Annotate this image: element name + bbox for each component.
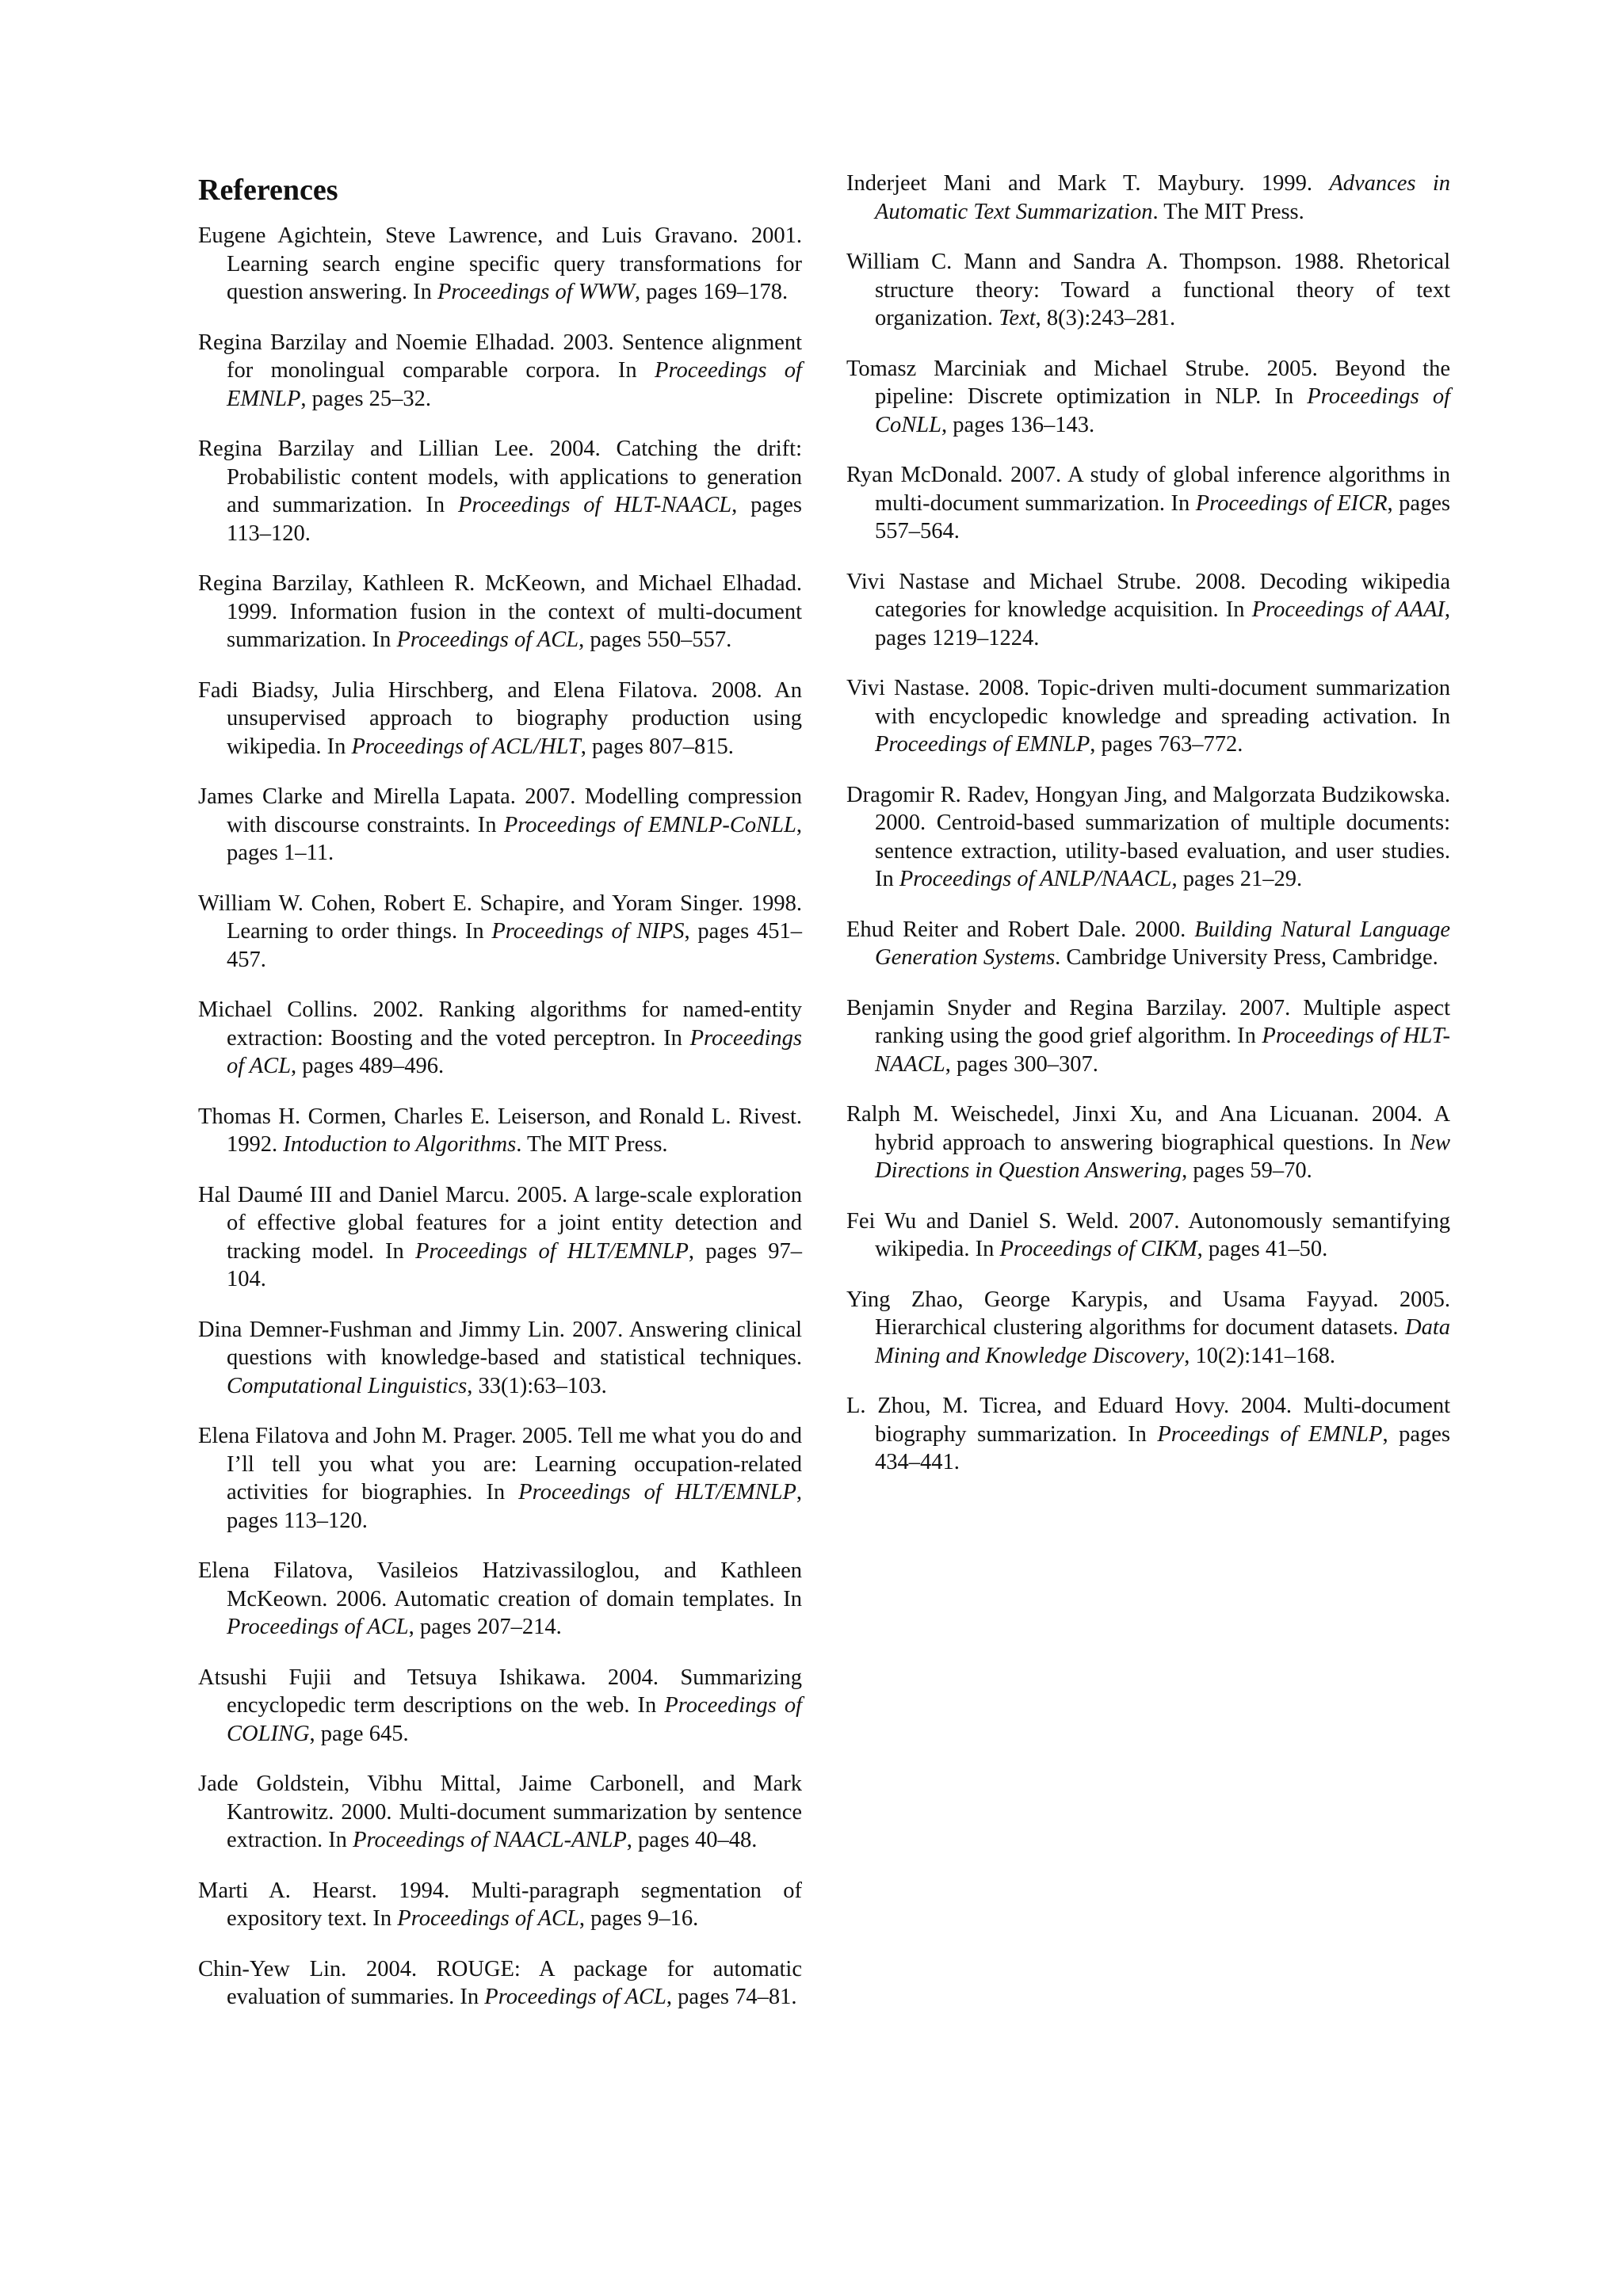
reference-text: Michael Collins. 2002. Ranking algorithms for named-entity extraction: Boosting and the voted perceptron. In [198,997,802,1051]
reference-text: William W. Cohen, Robert E. Schapire, and Yoram Singer. 1998. Learning to order things. In [198,891,802,944]
reference-venue: Intoduction to Algorithms [283,1132,517,1157]
reference-entry [198,435,802,547]
reference-text: Eugene Agichtein, Steve Lawrence, and Luis Gravano. 2001. Learning search engine specific query transformations for question answering. In [198,223,802,304]
reference-venue: Proceedings of HLT/EMNLP [518,1480,796,1505]
reference-pages: . The MIT Press. [516,1132,668,1157]
reference-entry [198,783,802,868]
reference-entry [198,1103,802,1159]
reference-pages: , pages 489–496. [291,1054,445,1078]
reference-text: James Clarke and Mirella Lapata. 2007. Modelling compression with discourse constraints. In [198,784,802,837]
reference-venue: Proceedings of EMNLP [875,732,1090,757]
reference-pages: , pages 40–48. [626,1828,758,1852]
reference-entry [198,1422,802,1535]
reference-venue: Proceedings of COLING [227,1693,802,1746]
reference-list-right [846,170,1450,1477]
reference-pages: , pages 169–178. [635,280,789,304]
reference-text: Elena Filatova and John M. Prager. 2005. Tell me what you do and I’ll tell you what you are: Learning occupation-related activities for biographies. In [198,1424,802,1505]
reference-pages: , pages 113–120. [227,493,802,546]
reference-pages: , pages 1219–1224. [875,597,1450,650]
reference-entry [198,1316,802,1401]
reference-pages: , pages 9–16. [579,1906,699,1931]
reference-entry [198,1770,802,1855]
reference-text: Jade Goldstein, Vibhu Mittal, Jaime Carbonell, and Mark Kantrowitz. 2000. Multi-document summarization by sentence extraction. In [198,1772,802,1852]
reference-entry [198,996,802,1081]
reference-text: Atsushi Fujii and Tetsuya Ishikawa. 2004. Summarizing encyclopedic term descriptions on the web. In [198,1665,802,1718]
reference-text: William C. Mann and Sandra A. Thompson. 1988. Rhetorical structure theory: Toward a functional theory of text organization. [846,250,1450,330]
reference-venue: Text [999,306,1036,330]
reference-venue: Proceedings of ACL [396,627,579,652]
reference-pages: , 8(3):243–281. [1035,306,1176,330]
reference-text: Ralph M. Weischedel, Jinxi Xu, and Ana Licuanan. 2004. A hybrid approach to answering biographical questions. In [846,1102,1450,1155]
reference-entry [846,1207,1450,1264]
reference-text: Hal Daumé III and Daniel Marcu. 2005. A large-scale exploration of effective global features for a joint entity detection and tracking model. In [198,1182,802,1264]
reference-text: Regina Barzilay, Kathleen R. McKeown, and Michael Elhadad. 1999. Information fusion in the context of multi-document summarization. In [198,571,802,652]
reference-text: Ehud Reiter and Robert Dale. 2000. [846,917,1195,942]
reference-venue: Proceedings of ACL [484,1985,666,2009]
reference-entry [846,674,1450,759]
right-column [846,170,1450,1499]
reference-venue: Advances in Automatic Text Summarization [875,171,1450,224]
reference-entry [846,916,1450,972]
reference-entry [846,1286,1450,1371]
reference-entry [198,1181,802,1294]
reference-text: Fei Wu and Daniel S. Weld. 2007. Autonomously semantifying wikipedia. In [846,1208,1450,1261]
reference-venue: Proceedings of ACL [227,1025,802,1078]
reference-venue: Proceedings of HLT-NAACL [875,1024,1450,1077]
reference-venue: Proceedings of HLT/EMNLP [414,1238,689,1264]
references-heading: References [198,174,338,207]
reference-text: Dragomir R. Radev, Hongyan Jing, and Malgorzata Budzikowska. 2000. Centroid-based summarization of multiple documents: sentence extraction, utility-based evaluation, and user studies. In [846,782,1450,891]
reference-venue: Proceedings of ANLP/NAACL [899,867,1172,891]
reference-entry [846,355,1450,440]
reference-venue: Proceedings of ACL [227,1615,409,1639]
reference-entry [846,1392,1450,1477]
reference-pages: , 33(1):63–103. [467,1373,607,1398]
reference-venue: Proceedings of CIKM [999,1237,1197,1261]
reference-pages: , 10(2):141–168. [1184,1343,1336,1368]
reference-pages: , pages 207–214. [408,1615,562,1639]
reference-venue: Proceedings of HLT-NAACL [458,493,732,517]
reference-entry [198,570,802,654]
reference-venue: Proceedings of EICR [1195,490,1388,516]
reference-pages: , pages 25–32. [300,386,432,411]
reference-entry [846,781,1450,894]
reference-text: Vivi Nastase and Michael Strube. 2008. Decoding wikipedia categories for knowledge acquisition. In [846,569,1450,622]
reference-list-left [198,222,802,2012]
reference-pages: , pages 1–11. [227,812,803,865]
reference-venue: Proceedings of ACL/HLT [351,734,581,759]
reference-entry [198,329,802,414]
reference-entry [846,461,1450,546]
reference-venue: Computational Linguistics [227,1373,468,1398]
reference-entry [198,1664,802,1749]
reference-pages: , pages 434–441. [875,1421,1450,1474]
reference-entry [198,1955,802,2012]
reference-entry [846,994,1450,1079]
reference-pages: , pages 113–120. [227,1480,802,1533]
reference-pages: . Cambridge University Press, Cambridge. [1055,945,1438,970]
reference-text: Ryan McDonald. 2007. A study of global inference algorithms in multi-document summarization. In [846,463,1450,516]
reference-entry [846,568,1450,653]
reference-entry [198,677,802,761]
reference-text: Elena Filatova, Vasileios Hatzivassiloglou, and Kathleen McKeown. 2006. Automatic creation of domain templates. In [198,1558,802,1611]
reference-pages: , pages 763–772. [1090,732,1243,757]
reference-pages: , pages 557–564. [875,490,1450,543]
reference-pages: , pages 74–81. [666,1985,797,2009]
reference-text: Fadi Biadsy, Julia Hirschberg, and Elena Filatova. 2008. An unsupervised approach to biography production using wikipedia. In [198,677,802,759]
reference-text: L. Zhou, M. Ticrea, and Eduard Hovy. 2004. Multi-document biography summarization. In [846,1394,1450,1447]
reference-venue: Proceedings of AAAI [1251,597,1445,622]
reference-entry [846,248,1450,333]
reference-text: Dina Demner-Fushman and Jimmy Lin. 2007. Answering clinical questions with knowledge-based and statistical techniques. [198,1317,802,1370]
reference-text: Tomasz Marciniak and Michael Strube. 2005. Beyond the pipeline: Discrete optimization in NLP. In [846,356,1450,409]
reference-entry [198,222,802,307]
reference-pages: , pages 550–557. [579,627,732,652]
reference-entry [846,170,1450,226]
reference-venue: Proceedings of CoNLL [875,384,1450,437]
reference-pages: , pages 807–815. [580,734,734,759]
reference-venue: New Directions in Question Answering [875,1130,1450,1183]
reference-text: Benjamin Snyder and Regina Barzilay. 2007. Multiple aspect ranking using the good grief algorithm. In [846,995,1450,1048]
reference-venue: Proceedings of ACL [397,1906,579,1931]
reference-venue: Proceedings of EMNLP [227,358,802,411]
reference-pages: . The MIT Press. [1152,199,1304,224]
reference-pages: , pages 41–50. [1197,1237,1328,1261]
reference-text: Marti A. Hearst. 1994. Multi-paragraph segmentation of expository text. In [198,1878,802,1931]
reference-pages: , page 645. [309,1721,409,1746]
reference-pages: , pages 136–143. [941,412,1095,437]
reference-text: Regina Barzilay and Lillian Lee. 2004. Catching the drift: Probabilistic content models, with applications to generation and summarization. In [198,437,802,517]
reference-venue: Data Mining and Knowledge Discovery [875,1315,1450,1368]
reference-text: Ying Zhao, George Karypis, and Usama Fayyad. 2005. Hierarchical clustering algorithms for document datasets. [846,1287,1450,1340]
reference-pages: , pages 451–457. [227,919,802,972]
reference-entry [846,1100,1450,1185]
reference-text: Chin-Yew Lin. 2004. ROUGE: A package for automatic evaluation of summaries. In [198,1956,802,2009]
reference-entry [198,890,802,974]
reference-venue: Proceedings of EMNLP-CoNLL [503,812,796,837]
reference-venue: Proceedings of NAACL-ANLP [353,1828,627,1852]
reference-pages: , pages 21–29. [1171,867,1303,891]
reference-venue: Proceedings of NIPS [491,919,685,944]
reference-text: Vivi Nastase. 2008. Topic-driven multi-document summarization with encyclopedic knowledge and spreading activation. In [846,676,1450,729]
left-column [198,170,802,2034]
reference-venue: Proceedings of WWW [437,280,635,304]
reference-entry [198,1877,802,1933]
reference-pages: , pages 300–307. [945,1051,1098,1077]
reference-pages: , pages 59–70. [1182,1158,1312,1183]
reference-text: Regina Barzilay and Noemie Elhadad. 2003. Sentence alignment for monolingual comparable corpora. In [198,330,802,383]
reference-venue: Proceedings of EMNLP [1157,1421,1383,1447]
reference-text: Thomas H. Cormen, Charles E. Leiserson, and Ronald L. Rivest. 1992. [198,1104,802,1157]
reference-text: Inderjeet Mani and Mark T. Maybury. 1999. [846,171,1330,196]
reference-entry [198,1557,802,1642]
reference-venue: Building Natural Language Generation Systems [875,917,1450,970]
reference-pages: , pages 97–104. [227,1238,803,1291]
